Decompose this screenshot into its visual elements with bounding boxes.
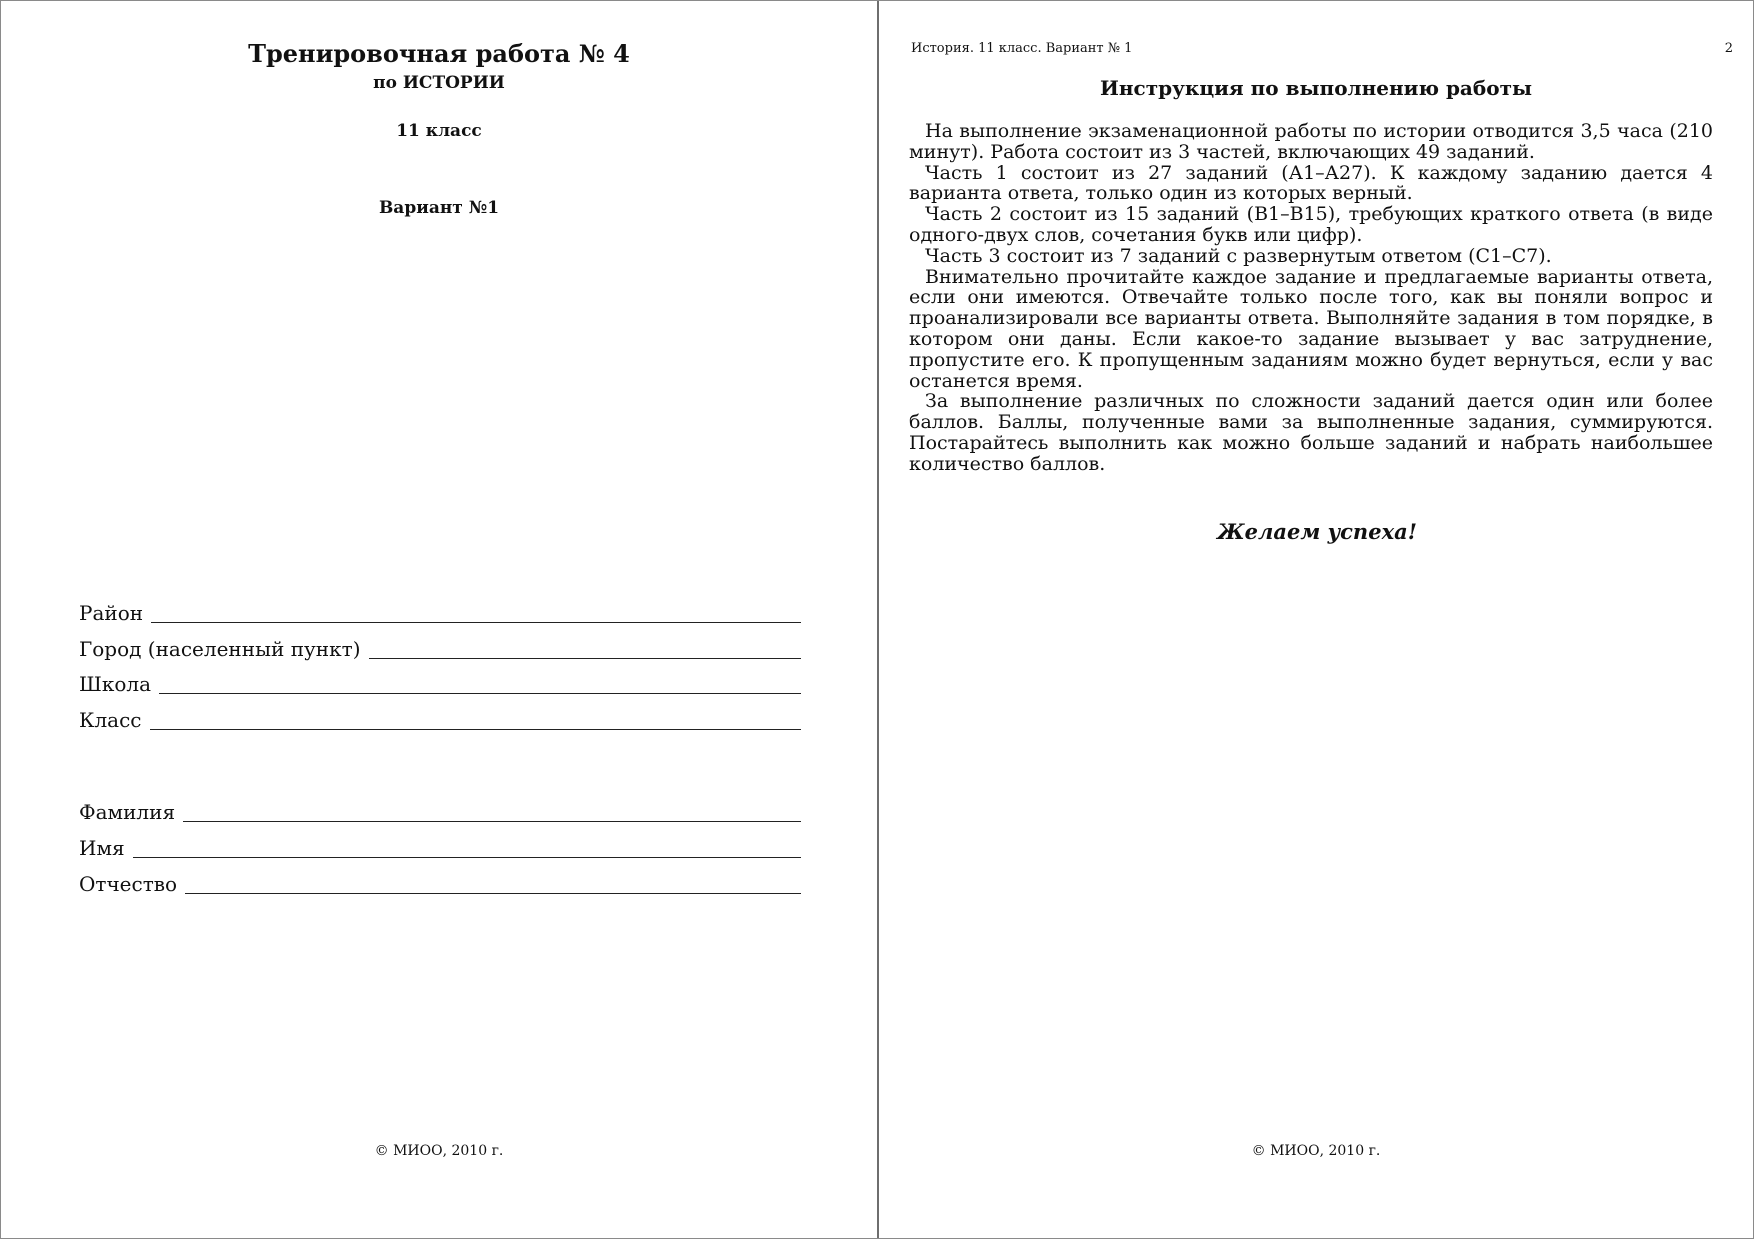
work-title: Тренировочная работа № 4 <box>248 39 630 68</box>
instruction-paragraph: Часть 3 состоит из 7 заданий с развернутым ответом (С1–С7). <box>925 244 1552 267</box>
instruction-paragraph: За выполнение различных по сложности заданий дается один или более баллов. Баллы, полученные вами за выполненные задания, суммируются. Постарайтесь выполнить как можно больше заданий и набрать наибольшее количество баллов. <box>909 390 1713 475</box>
fill-line[interactable] <box>369 640 802 659</box>
fill-line[interactable] <box>185 875 801 894</box>
surname-field[interactable] <box>79 801 801 823</box>
title-page <box>1 1 879 1238</box>
closing-wish: Желаем успеха! <box>1217 519 1417 544</box>
copyright-footer: © МИОО, 2010 г. <box>374 1143 504 1159</box>
grade-label: 11 класс <box>396 121 482 141</box>
instruction-paragraph: Внимательно прочитайте каждое задание и предлагаемые варианты ответа, если они имеются. Отвечайте только после того, как вы поняли вопрос и проанализировали все варианты ответа. Выполняйте задания в том порядке, в котором они даны. Если какое-то задание вызывает у вас затруднение, пропустите его. К пропущенным заданиям можно будет вернуться, если у вас останется время. <box>909 265 1713 392</box>
fill-line[interactable] <box>150 711 801 730</box>
instruction-paragraph: Часть 1 состоит из 27 заданий (А1–А27). К каждому заданию дается 4 варианта ответа, только один из которых верный. <box>909 161 1713 205</box>
instruction-title: Инструкция по выполнению работы <box>1099 76 1533 100</box>
class-field[interactable] <box>79 709 801 731</box>
patronymic-field[interactable] <box>79 873 801 895</box>
field-label: Класс <box>79 708 142 732</box>
field-label: Школа <box>79 672 151 696</box>
variant-label: Вариант №1 <box>378 198 500 218</box>
running-header <box>911 41 1733 56</box>
field-label: Имя <box>79 836 125 860</box>
instruction-paragraph: На выполнение экзаменационной работы по истории отводится 3,5 часа (210 минут). Работа состоит из 3 частей, включающих 49 заданий. <box>909 120 1713 163</box>
instruction-paragraph: Часть 2 состоит из 15 заданий (В1–В15), требующих краткого ответа (в виде одного-двух слов, сочетания букв или цифр). <box>909 203 1713 246</box>
page-number: 2 <box>1724 41 1733 56</box>
school-field[interactable] <box>79 673 801 695</box>
district-field[interactable] <box>79 602 801 624</box>
instructions-page <box>879 1 1753 1238</box>
fill-line[interactable] <box>159 675 801 694</box>
fill-line[interactable] <box>151 604 801 623</box>
field-label: Отчество <box>79 872 178 896</box>
city-field[interactable] <box>79 638 801 660</box>
header-title: История. 11 класс. Вариант № 1 <box>911 41 1133 56</box>
copyright-footer: © МИОО, 2010 г. <box>1251 1143 1381 1159</box>
fill-line[interactable] <box>133 839 801 858</box>
instruction-body <box>909 121 1713 475</box>
field-label: Город (населенный пункт) <box>79 637 361 661</box>
field-label: Фамилия <box>79 800 176 824</box>
name-field[interactable] <box>79 837 801 859</box>
subject-title: по ИСТОРИИ <box>373 73 505 93</box>
fill-line[interactable] <box>183 803 801 822</box>
field-label: Район <box>79 601 144 625</box>
